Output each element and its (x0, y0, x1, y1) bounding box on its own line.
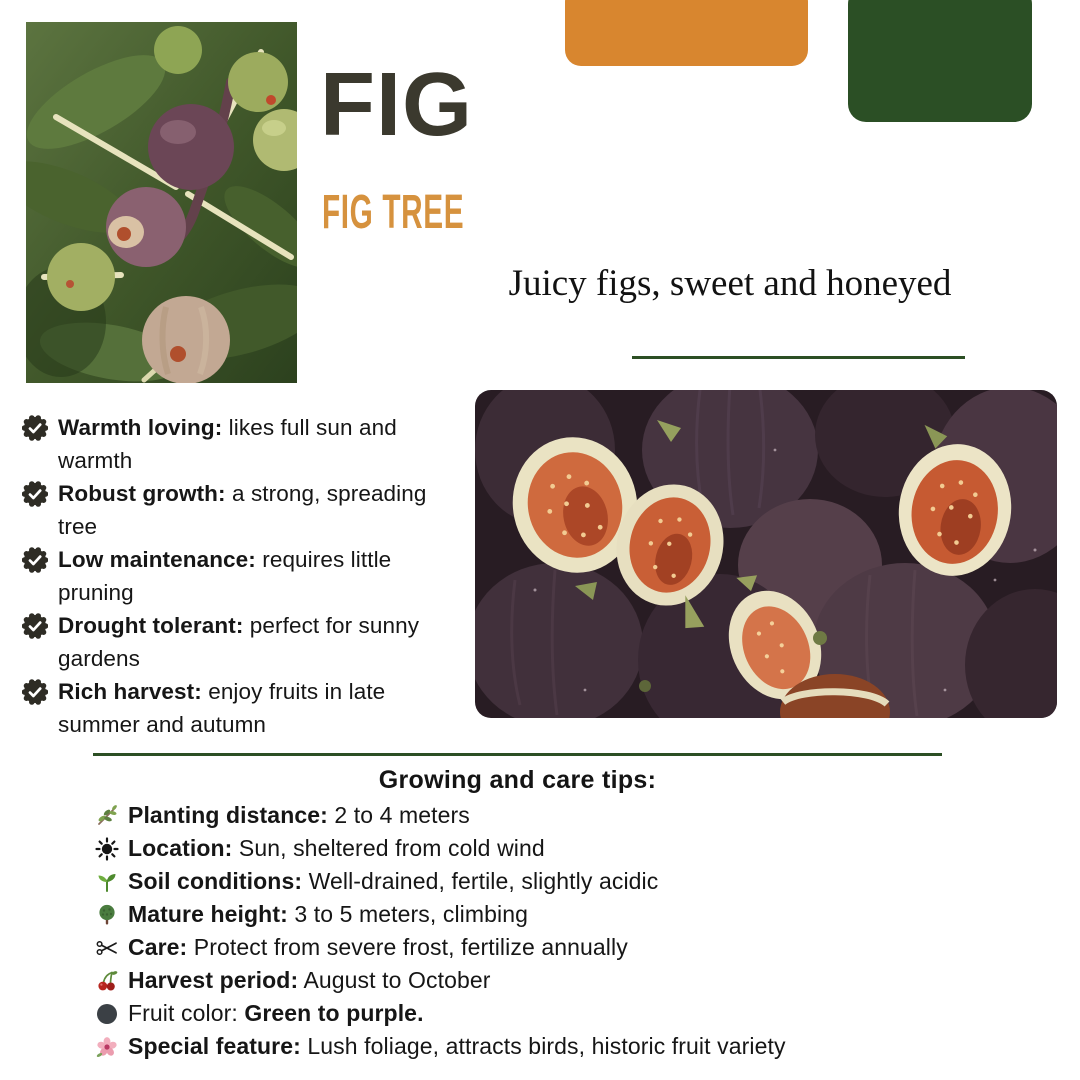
tip-text (128, 901, 528, 928)
tip-description: 3 to 5 meters, climbing (287, 901, 529, 927)
figs-illustration (475, 390, 1057, 718)
tips-list (95, 799, 786, 1063)
feature-label: Rich harvest: (58, 679, 202, 704)
feature-description: likes full sun and warmth (58, 415, 397, 473)
tip-label: Harvest period: (128, 967, 299, 993)
feature-item (22, 543, 452, 609)
feature-text (58, 543, 446, 609)
check-seal-icon (22, 679, 48, 705)
feature-item (22, 477, 452, 543)
feature-text (58, 477, 446, 543)
feature-label: Low maintenance: (58, 547, 256, 572)
seedling-icon (95, 870, 119, 894)
tip-label: Soil conditions: (128, 868, 303, 894)
tip-item (95, 799, 786, 832)
tips-heading: Growing and care tips: (378, 766, 657, 794)
tip-description: August to October (298, 967, 491, 993)
feature-text (58, 609, 446, 675)
feature-description: requires little pruning (58, 547, 392, 605)
black-circle-icon (95, 1002, 119, 1026)
feature-text (58, 411, 446, 477)
tip-text (128, 868, 658, 895)
tagline-underline (632, 356, 965, 359)
tip-item (95, 931, 786, 964)
tagline: Juicy figs, sweet and honeyed (508, 263, 952, 304)
section-divider (93, 753, 942, 756)
tip-label: Mature height: (128, 901, 288, 927)
feature-description: perfect for sunny gardens (58, 613, 420, 671)
feature-label: Warmth loving: (58, 415, 223, 440)
page-subtitle: FIG TREE (322, 186, 465, 239)
check-seal-icon (22, 415, 48, 441)
tip-text (128, 934, 628, 961)
tip-description: 2 to 4 meters (327, 802, 470, 828)
tip-label: Care: (128, 934, 188, 960)
check-seal-icon (22, 481, 48, 507)
tip-label: Special feature: (128, 1033, 301, 1059)
green-accent-shape (848, 0, 1032, 122)
tip-item (95, 964, 786, 997)
feature-description: enjoy fruits in late summer and autumn (58, 679, 386, 737)
check-seal-icon (22, 547, 48, 573)
page-title: FIG (320, 55, 473, 155)
cherries-icon (95, 969, 119, 993)
tip-description: Sun, sheltered from cold wind (232, 835, 545, 861)
tip-text (128, 1000, 424, 1027)
check-seal-icon (22, 613, 48, 639)
feature-label: Drought tolerant: (58, 613, 244, 638)
tip-description: Well-drained, fertile, slightly acidic (302, 868, 659, 894)
feature-item (22, 609, 452, 675)
fig-branch-photo (26, 22, 297, 383)
tip-description: Green to purple. (237, 1000, 424, 1026)
tip-text (128, 967, 491, 994)
scissors-icon (95, 936, 119, 960)
tip-text (128, 802, 470, 829)
tip-description: Lush foliage, attracts birds, historic fruit variety (300, 1033, 786, 1059)
feature-label: Robust growth: (58, 481, 226, 506)
tip-text (128, 1033, 786, 1060)
orange-accent-shape (565, 0, 808, 66)
tip-item (95, 865, 786, 898)
feature-list (22, 411, 452, 741)
tip-item (95, 898, 786, 931)
figs-photo (475, 390, 1057, 718)
fig-branch-illustration (26, 22, 297, 383)
tip-description: Protect from severe frost, fertilize annually (187, 934, 628, 960)
tip-label: Fruit color: (128, 1000, 238, 1026)
feature-description: a strong, spreading tree (58, 481, 427, 539)
sun-icon (95, 837, 119, 861)
tip-text (128, 835, 545, 862)
feature-item (22, 675, 452, 741)
blossom-icon (95, 1035, 119, 1059)
feature-item (22, 411, 452, 477)
tip-item (95, 832, 786, 865)
herb-icon (95, 804, 119, 828)
tip-item (95, 1030, 786, 1063)
tip-item (95, 997, 786, 1030)
tip-label: Location: (128, 835, 233, 861)
tree-icon (95, 903, 119, 927)
tip-label: Planting distance: (128, 802, 328, 828)
feature-text (58, 675, 446, 741)
